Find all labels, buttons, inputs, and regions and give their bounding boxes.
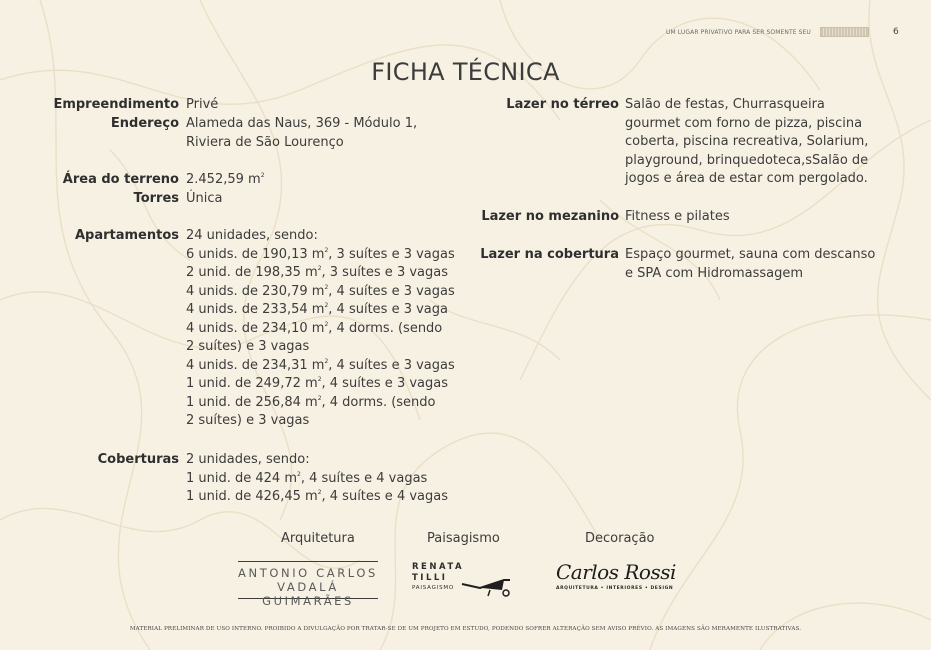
spec-value: [186, 451, 448, 507]
architecture-logo: [238, 561, 378, 608]
architecture-heading: Arquitetura: [281, 531, 355, 546]
landscaping-logo-sub: PAISAGISMO: [412, 585, 455, 591]
spec-value: [186, 190, 222, 209]
spec-value-line: coberta, piscina recreativa, Solarium,: [625, 134, 869, 149]
spec-value-line: Fitness e pilates: [625, 209, 730, 224]
header-tagline: UM LUGAR PRIVATIVO PARA SER SOMENTE SEU: [666, 29, 811, 36]
architecture-logo-line-1: ANTONIO CARLOS: [238, 566, 378, 580]
spec-label: Endereço: [110, 116, 179, 131]
decoration-logo-sub: ARQUITETURA • INTERIORES • DESIGN: [556, 586, 674, 591]
spec-value-line: 6 unids. de 190,13 $m^2$, 3 suítes e 3 vagas: [186, 246, 455, 262]
spec-label: Área do terreno: [62, 172, 179, 187]
spec-value-line: 4 unids. de 230,79 $m^2$, 4 suítes e 3 vagas: [186, 283, 455, 299]
spec-label: Torres: [133, 191, 179, 206]
spec-value: [186, 115, 417, 152]
spec-label: Apartamentos: [74, 228, 179, 243]
spec-label: Lazer no mezanino: [481, 209, 619, 224]
spec-value-line: 1 unid. de 424 $m^2$, 4 suítes e 4 vagas: [186, 470, 428, 486]
spec-value-line: 2 suítes) e 3 vagas: [186, 339, 310, 354]
spec-value-line: 2 unidades, sendo:: [186, 452, 310, 467]
spec-value-line: gourmet com forno de pizza, piscina: [625, 115, 863, 131]
spec-label: Empreendimento: [53, 97, 179, 112]
landscaping-heading: Paisagismo: [427, 531, 500, 546]
spec-value-line: Privé: [186, 97, 219, 112]
spec-value: [625, 96, 868, 189]
wheelbarrow-icon: [460, 574, 522, 598]
spec-value-line: Alameda das Naus, 369 - Módulo 1,: [186, 116, 418, 131]
spec-value-line: 1 unid. de 249,72 $m^2$, 4 suítes e 3 vagas: [186, 376, 448, 391]
spec-value-line: 2.452,59 $m^2$: [186, 172, 265, 187]
spec-value-line: playground, brinquedoteca,sSalão de: [625, 152, 869, 168]
header-logo: [820, 27, 869, 37]
footer-disclaimer: MATERIAL PRELIMINAR DE USO INTERNO. PROIBIDO A DIVULGAÇÃO POR TRATAR-SE DE UM PROJETO EM ESTUDO, PODENDO SOFRER ALTERAÇÃO SEM AVISO PRÉVIO. AS IMAGENS SÃO MERAMENTE ILUSTRATIVAS.: [129, 626, 802, 632]
architecture-logo-line-2: VADALÁ GUIMARÃES: [262, 580, 354, 608]
spec-value-line: 4 unids. de 233,54 $m^2$, 4 suítes e 3 vaga: [186, 302, 448, 317]
spec-label: Lazer na cobertura: [480, 247, 619, 262]
spec-value-line: 2 suítes) e 3 vagas: [186, 413, 310, 428]
spec-value-line: jogos e área de estar com pergolado.: [625, 171, 868, 186]
spec-label: Lazer no térreo: [506, 97, 619, 112]
landscaping-logo-name-2: TILLI: [412, 573, 448, 583]
spec-value: [625, 208, 730, 227]
spec-value-line: Única: [186, 191, 223, 206]
spec-value-line: Riviera de São Lourenço: [186, 134, 344, 150]
spec-value-line: Salão de festas, Churrasqueira: [625, 97, 825, 112]
spec-value-line: 4 unids. de 234,31 $m^2$, 4 suítes e 3 vagas: [186, 357, 455, 373]
spec-value-line: 1 unid. de 256,84 $m^2$, 4 dorms. (sendo: [186, 394, 436, 410]
decoration-logo: [556, 561, 684, 597]
spec-value-line: 1 unid. de 426,45 $m^2$, 4 suítes e 4 vagas: [186, 489, 448, 504]
spec-value: [186, 171, 265, 190]
spec-value: [625, 246, 875, 283]
spec-value-line: 4 unids. de 234,10 $m^2$, 4 dorms. (sendo: [186, 320, 443, 336]
page-title: FICHA TÉCNICA: [371, 58, 560, 86]
decoration-heading: Decoração: [585, 531, 655, 546]
spec-label: Coberturas: [97, 452, 179, 467]
spec-value-line: 2 unid. de 198,35 $m^2$, 3 suítes e 3 vagas: [186, 265, 448, 280]
page-number: 6: [893, 27, 899, 37]
landscaping-logo-name-1: RENATA: [412, 562, 465, 572]
spec-value-line: 24 unidades, sendo:: [186, 228, 318, 243]
landscaping-logo: [412, 562, 522, 598]
decoration-logo-signature: Carlos Rossi: [556, 560, 676, 584]
spec-value-line: Espaço gourmet, sauna com descanso: [625, 247, 876, 262]
spec-value-line: e SPA com Hidromassagem: [625, 265, 804, 281]
